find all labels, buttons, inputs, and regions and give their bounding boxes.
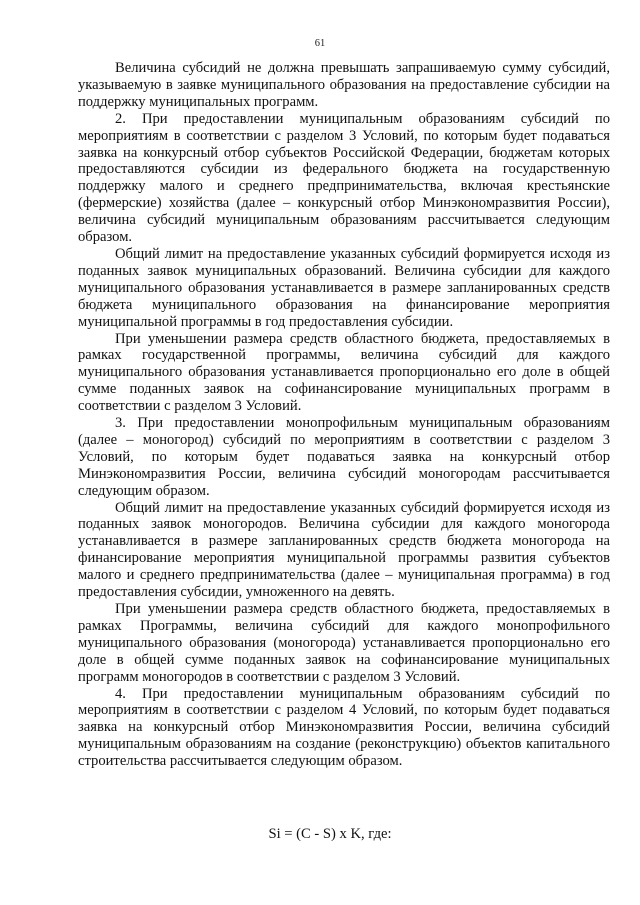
paragraph-general-limit-monotown: Общий лимит на предоставление указанных субсидий формируется исходя из поданных заявок моногородов. Величина субсидии для каждого моногорода устанавливается в размере запланированных средств бюджета моногорода на финансирование мероприятия муниципальной программы развития субъектов малого и среднего предпринимательства (далее – муниципальная программа) в год предоставления субсидии, умноженного на девять. <box>78 499 610 601</box>
document-body <box>78 60 610 770</box>
formula: Si = (C - S) x K, где: <box>268 826 392 842</box>
paragraph-item-2: 2. При предоставлении муниципальным образованиям субсидий по мероприятиям в соответствии с разделом 3 Условий, по которым будет подаваться заявка на конкурсный отбор субъектов Российской Федерации, бюджетам которых предоставляются субсидии из федерального бюджета на государственную поддержку малого и среднего предпринимательства, включая крестьянские (фермерские) хозяйства (далее – конкурсный отбор Минэкономразвития России), величина субсидий муниципальным образованиям рассчитывается следующим образом. <box>78 110 610 246</box>
paragraph-item-4: 4. При предоставлении муниципальным образованиям субсидий по мероприятиям в соответствии с разделом 4 Условий, по которым будет подаваться заявка на конкурсный отбор Минэкономразвития России, величина субсидий муниципальным образованиям на создание (реконструкцию) объектов капитального строительства рассчитывается следующим образом. <box>78 685 610 770</box>
page-number: 61 <box>314 38 326 49</box>
paragraph-subsidy-limit: Величина субсидий не должна превышать запрашиваемую сумму субсидий, указываемую в заявке муниципального образования на предоставление субсидии на поддержку муниципальных программ. <box>78 60 610 110</box>
paragraph-item-3: 3. При предоставлении монопрофильным муниципальным образованиям (далее – моногород) субсидий по мероприятиям в соответствии с разделом 3 Условий, по которым будет подаваться заявка на конкурсный отбор Минэкономразвития России, величина субсидий моногородам рассчитывается следующим образом. <box>78 415 610 499</box>
paragraph-general-limit-municipal: Общий лимит на предоставление указанных субсидий формируется исходя из поданных заявок муниципальных образований. Величина субсидии для каждого муниципального образования устанавливается в размере запланированных средств бюджета муниципального образования на финансирование мероприятия муниципальной программы в год предоставления субсидии. <box>78 245 610 330</box>
paragraph-budget-reduction-monotown: При уменьшении размера средств областного бюджета, предоставляемых в рамках Программы, величина субсидий для каждого монопрофильного муниципального образования (моногорода) устанавливается пропорционально его доле в общей сумме поданных заявок на софинансирование муниципальных программ моногородов в соответствии с разделом 3 Условий. <box>78 601 610 685</box>
paragraph-budget-reduction-municipal: При уменьшении размера средств областного бюджета, предоставляемых в рамках государственной программы, величина субсидий для каждого муниципального образования устанавливается пропорционально его доле в общей сумме поданных заявок на софинансирование муниципальных программ в соответствии с разделом 3 Условий. <box>78 330 610 415</box>
